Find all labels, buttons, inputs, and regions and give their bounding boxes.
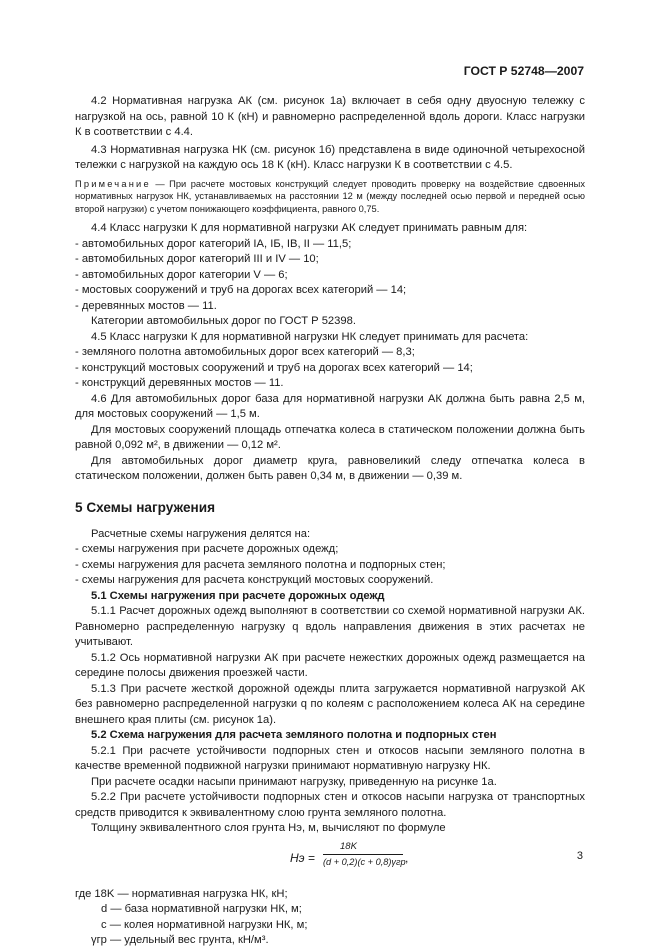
paragraph-4-6-b: Для мостовых сооружений площадь отпечатка колеса в статическом положении должна быть равной 0,092 м², в движении — 0,12 м². xyxy=(75,423,585,451)
list-5 xyxy=(75,542,585,589)
note-paragraph xyxy=(75,178,585,216)
note-text: — При расчете мостовых конструкций следует проводить проверку на воздействие сдвоенных нормативных нагрузок НК, устанавливаемых на расстоянии 12 м (между последней осью первой и передней осью второй нагрузки) с учетом понижающего коэффициента, равного 0,75. xyxy=(75,178,585,214)
paragraph-5-1-2: 5.1.2 Ось нормативной нагрузки АК при расчете нежестких дорожных одежд размещается на середине полосы движения проезжей части. xyxy=(75,651,585,679)
paragraph-5-2-2-b: Толщину эквивалентного слоя грунта Hэ, м, вычисляют по формуле xyxy=(91,822,446,834)
list-item: - автомобильных дорог категорий III и IV — 10; xyxy=(75,253,319,265)
paragraph-5-1-3: 5.1.3 При расчете жесткой дорожной одежды плита загружается нормативной нагрузкой АК без равномерно распределенной нагрузки q по колеям с расположением колеса АК на середине внешнего края плиты (см. рисунок 1а). xyxy=(75,682,585,726)
paragraph-5-1-1: 5.1.1 Расчет дорожных одежд выполняют в соответствии со схемой нормативной нагрузки АК. Равномерно распределенную нагрузку q вдоль направления движения в этих расчетах не учитывают. xyxy=(75,605,585,648)
list-item: - конструкций мостовых сооружений и труб на дорогах всех категорий — 14; xyxy=(75,361,473,374)
formula-numerator: 18K xyxy=(340,840,357,852)
subsection-5-2-heading: 5.2 Схема нагружения для расчета земляного полотна и подпорных стен xyxy=(91,729,497,741)
paragraph-4-5: 4.5 Класс нагрузки К для нормативной нагрузки НК следует принимать для расчета: xyxy=(91,330,529,343)
formula-definitions xyxy=(75,887,585,949)
list-item: - схемы нагружения при расчете дорожных одежд; xyxy=(75,543,339,555)
paragraph-5-2-1-b: При расчете осадки насыпи принимают нагрузку, приведенную на рисунке 1а. xyxy=(91,775,497,788)
paragraph-4-2: 4.2 Нормативная нагрузка АК (см. рисунок 1а) включает в себя одну двуосную тележку с нагрузкой на ось, равной 10 К (кН) и равномерно распределенной вдоль дороги. Класс нагрузки К в соответствии с 4.4. xyxy=(75,95,585,138)
paragraph-4-4: 4.4 Класс нагрузки К для нормативной нагрузки АК следует принимать равным для: xyxy=(91,222,528,234)
definition-item: где 18K — нормативная нагрузка НК, кН; xyxy=(75,887,288,900)
fraction-bar xyxy=(323,854,403,855)
list-item: - автомобильных дорог категории V — 6; xyxy=(75,268,288,281)
formula-equivalent-layer xyxy=(75,841,585,881)
page-number: 3 xyxy=(576,850,583,862)
list-4-4 xyxy=(75,237,585,315)
list-item: - схемы нагружения для расчета конструкций мостовых сооружений. xyxy=(75,574,434,586)
paragraph-5-2-1: 5.2.1 При расчете устойчивости подпорных стен и откосов насыпи земляного полотна в качестве временной подвижной нагрузки принимают нормативную нагрузку НК. xyxy=(75,744,585,772)
list-item: - земляного полотна автомобильных дорог всех категорий — 8,3; xyxy=(75,346,415,358)
list-item: - деревянных мостов — 11. xyxy=(75,299,217,312)
note-label: Примечание xyxy=(75,178,151,189)
list-item: - мостовых сооружений и труб на дорогах всех категорий — 14; xyxy=(75,284,407,296)
list-item: - конструкций деревянных мостов — 11. xyxy=(75,377,284,389)
page-content xyxy=(75,94,585,949)
paragraph-5-2-2: 5.2.2 При расчете устойчивости подпорных стен и откосов насыпи нагрузка от транспортных средств приводится к эквивалентному слою грунта земляного полотна. xyxy=(75,791,585,819)
formula-denominator: (d + 0,2)(c + 0,8)γгр xyxy=(323,856,406,867)
definition-item: c — колея нормативной нагрузки НК, м; xyxy=(101,918,308,931)
list-4-5 xyxy=(75,345,585,392)
list-item: - автомобильных дорог категорий IА, IБ, IВ, II — 11,5; xyxy=(75,237,352,250)
category-reference: Категории автомобильных дорог по ГОСТ Р 52398. xyxy=(91,315,356,327)
list-item: - схемы нагружения для расчета земляного полотна и подпорных стен; xyxy=(75,558,446,571)
definition-item: γгр — удельный вес грунта, кН/м³. xyxy=(91,934,269,946)
formula-lhs: Hэ = xyxy=(290,850,315,865)
document-code-header: ГОСТ Р 52748—2007 xyxy=(463,64,584,78)
paragraph-4-3: 4.3 Нормативная нагрузка НК (см. рисунок 1б) представлена в виде одиночной четырехосной тележки с нагрузкой на каждую ось 18 К (кН). Класс нагрузки К в соответствии с 4.5. xyxy=(75,143,585,171)
formula-comma: , xyxy=(405,850,409,865)
section-5-heading: 5 Схемы нагружения xyxy=(75,499,215,515)
definition-item: d — база нормативной нагрузки НК, м; xyxy=(101,903,302,915)
subsection-5-1-heading: 5.1 Схемы нагружения при расчете дорожных одежд xyxy=(91,589,385,602)
paragraph-4-6-c: Для автомобильных дорог диаметр круга, равновеликий следу отпечатка колеса в статическом положении, должен быть равен 0,34 м, в движении — 0,39 м. xyxy=(75,454,585,482)
section-5-intro: Расчетные схемы нагружения делятся на: xyxy=(91,527,311,540)
paragraph-4-6: 4.6 Для автомобильных дорог база для нормативной нагрузки АК должна быть равна 2,5 м, для мостовых сооружений — 1,5 м. xyxy=(75,392,585,420)
